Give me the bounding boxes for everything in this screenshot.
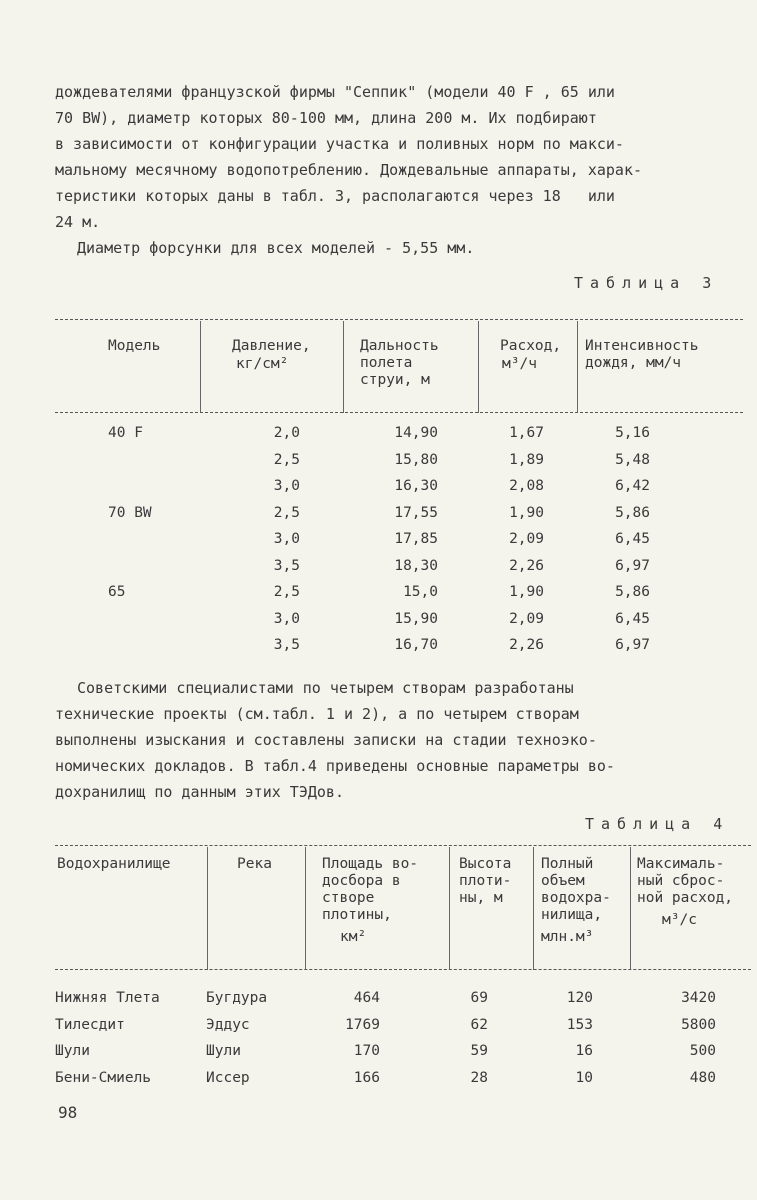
table4-cell-reservoir: Нижняя Тлета [55, 990, 160, 1006]
table3-cell-intensity: 5,86 [615, 584, 650, 600]
table3-cell-pressure: 3,0 [273, 478, 300, 494]
table4-cell-area: 170 [353, 1043, 380, 1059]
table3-header-flow: м³/ч [502, 356, 537, 372]
table3-cell-flow: 2,09 [509, 531, 544, 547]
table3-header-range: струи, м [360, 372, 430, 388]
table3-col-divider [478, 321, 479, 413]
intro-line: дождевателями французской фирмы "Сеппик" (модели 40 F , 65 или [55, 83, 615, 101]
table3-col-divider [200, 321, 201, 413]
intro-line: 24 м. [55, 213, 101, 231]
table4-col-divider [449, 847, 450, 970]
table4-cell-river: Эддус [206, 1016, 250, 1033]
table3-cell-range: 17,55 [394, 504, 438, 521]
table3-cell-flow: 1,67 [509, 425, 544, 441]
table4-cell-height: 62 [470, 1016, 488, 1033]
table3-cell-pressure: 3,5 [273, 557, 300, 574]
table3-cell-flow: 1,89 [509, 451, 544, 468]
table4-cell-discharge: 500 [689, 1043, 716, 1059]
table4-cell-volume: 16 [575, 1043, 593, 1059]
table4-cell-reservoir: Тилесдит [55, 1016, 125, 1033]
table4-header-area: Площадь во- [322, 856, 419, 872]
table3-cell-flow: 2,08 [509, 478, 544, 494]
table3-cell-pressure: 2,0 [273, 425, 300, 441]
table3-cell-intensity: 5,48 [615, 451, 650, 468]
table3-cell-range: 16,70 [394, 637, 438, 653]
table3-header-intensity: дождя, мм/ч [585, 355, 682, 371]
table3-cell-range: 15,90 [394, 610, 438, 627]
table3-cell-pressure: 2,5 [273, 584, 300, 600]
table3-cell-range: 17,85 [394, 531, 438, 547]
table4-header-height: Высота [459, 856, 512, 872]
table4-header-height: плоти- [459, 873, 512, 889]
table4-col-divider [533, 847, 534, 970]
table4-header-volume: нилища, [541, 907, 603, 923]
table4-header-volume: Полный [541, 856, 594, 872]
table4-header-rule [55, 969, 751, 970]
middle-line: технические проекты (см.табл. 1 и 2), а по четырем створам [55, 705, 579, 723]
table4-cell-discharge: 3420 [681, 990, 716, 1006]
table4-header-reservoir: Водохранилище [57, 856, 171, 872]
table3-col-divider [343, 321, 344, 413]
table3-cell-model: 65 [108, 584, 126, 600]
table4-header-volume: водохра- [541, 890, 611, 906]
table4-cell-volume: 120 [566, 990, 593, 1006]
table3-cell-intensity: 6,97 [615, 637, 650, 653]
table3-cell-intensity: 6,45 [615, 610, 650, 627]
table3-header-model: Модель [108, 338, 161, 354]
table4-header-area: досбора в [322, 873, 401, 889]
table3-cell-range: 15,0 [403, 584, 438, 600]
table3-cell-pressure: 3,0 [273, 531, 300, 547]
table3-cell-range: 18,30 [394, 557, 438, 574]
table3-cell-flow: 1,90 [509, 584, 544, 600]
table4-cell-river: Иссер [206, 1069, 250, 1086]
table3-cell-model: 40 F [108, 425, 143, 441]
table3-cell-flow: 2,09 [509, 610, 544, 627]
table3-cell-intensity: 6,45 [615, 531, 650, 547]
intro-line: в зависимости от конфигурации участка и поливных норм по макси- [55, 135, 624, 153]
table3-cell-pressure: 3,0 [273, 610, 300, 627]
table4-cell-height: 69 [470, 990, 488, 1006]
table3-header-intensity: Интенсивность [585, 338, 699, 354]
table4-top-rule [55, 845, 751, 846]
table4-header-discharge: ный сброс- [637, 873, 725, 889]
table3-cell-range: 16,30 [394, 478, 438, 494]
table4-cell-volume: 10 [575, 1069, 593, 1086]
table3-cell-intensity: 5,86 [615, 504, 650, 521]
table3-cell-intensity: 6,97 [615, 557, 650, 574]
table4-cell-volume: 153 [566, 1016, 593, 1033]
table4-cell-height: 28 [470, 1069, 488, 1086]
table4-cell-area: 166 [353, 1069, 380, 1086]
table3-cell-flow: 1,90 [509, 504, 544, 521]
table3-cell-flow: 2,26 [509, 557, 544, 574]
table4-cell-height: 59 [470, 1043, 488, 1059]
middle-line: выполнены изыскания и составлены записки на стадии техноэко- [55, 731, 597, 749]
table4-cell-discharge: 480 [689, 1069, 716, 1086]
table3-header-pressure: Давление, [232, 338, 311, 354]
table3-header-rule [55, 412, 743, 413]
table4-cell-river: Шули [206, 1043, 241, 1059]
middle-line: номических докладов. В табл.4 приведены основные параметры во- [55, 757, 615, 775]
table3-cell-pressure: 3,5 [273, 637, 300, 653]
table3-cell-intensity: 5,16 [615, 425, 650, 441]
nozzle-diameter-line: Диаметр форсунки для всех моделей - 5,55 мм. [77, 239, 475, 257]
table4-header-discharge: ной расход, [637, 890, 734, 906]
intro-line: 70 BW), диаметр которых 80-100 мм, длина 200 м. Их подбирают [55, 109, 597, 127]
table4-caption: Таблица 4 [585, 815, 730, 833]
middle-line: Советскими специалистами по четырем створам разработаны [77, 679, 574, 697]
table4-header-discharge: Максималь- [637, 856, 725, 872]
table3-col-divider [577, 321, 578, 413]
table4-cell-area: 1769 [345, 1016, 380, 1033]
page-number: 98 [58, 1103, 78, 1122]
table4-cell-reservoir: Шули [55, 1043, 90, 1059]
table3-header-pressure: кг/см² [236, 356, 289, 372]
table3-cell-flow: 2,26 [509, 637, 544, 653]
table4-header-river: Река [237, 856, 272, 872]
table4-cell-river: Бугдура [206, 990, 268, 1006]
table4-header-discharge: м³/с [662, 912, 697, 928]
table3-top-rule [55, 319, 743, 320]
table4-header-volume: объем [541, 873, 585, 889]
table3-header-range: полета [360, 355, 413, 371]
table4-cell-reservoir: Бени-Смиель [55, 1069, 152, 1086]
intro-line: мальному месячному водопотреблению. Дождевальные аппараты, харак- [55, 161, 642, 179]
intro-line: теристики которых даны в табл. 3, располагаются через 18 или [55, 187, 615, 205]
table4-header-area: плотины, [322, 907, 392, 923]
table3-cell-model: 70 BW [108, 504, 152, 521]
table3-cell-pressure: 2,5 [273, 504, 300, 521]
table4-cell-area: 464 [353, 990, 380, 1006]
table3-caption: Таблица 3 [574, 274, 719, 292]
table4-col-divider [305, 847, 306, 970]
table3-cell-pressure: 2,5 [273, 451, 300, 468]
table3-header-flow: Расход, [500, 338, 562, 354]
table4-header-area: км² [340, 929, 367, 945]
table3-cell-range: 15,80 [394, 451, 438, 468]
middle-line: дохранилищ по данным этих ТЭДов. [55, 783, 344, 801]
table4-header-area: створе [322, 890, 375, 906]
table3-cell-intensity: 6,42 [615, 478, 650, 494]
table4-header-height: ны, м [459, 890, 503, 906]
table3-cell-range: 14,90 [394, 425, 438, 441]
table4-cell-discharge: 5800 [681, 1016, 716, 1033]
table4-header-volume: млн.м³ [541, 929, 594, 945]
table3-header-range: Дальность [360, 338, 439, 354]
table4-col-divider [630, 847, 631, 970]
table4-col-divider [207, 847, 208, 970]
